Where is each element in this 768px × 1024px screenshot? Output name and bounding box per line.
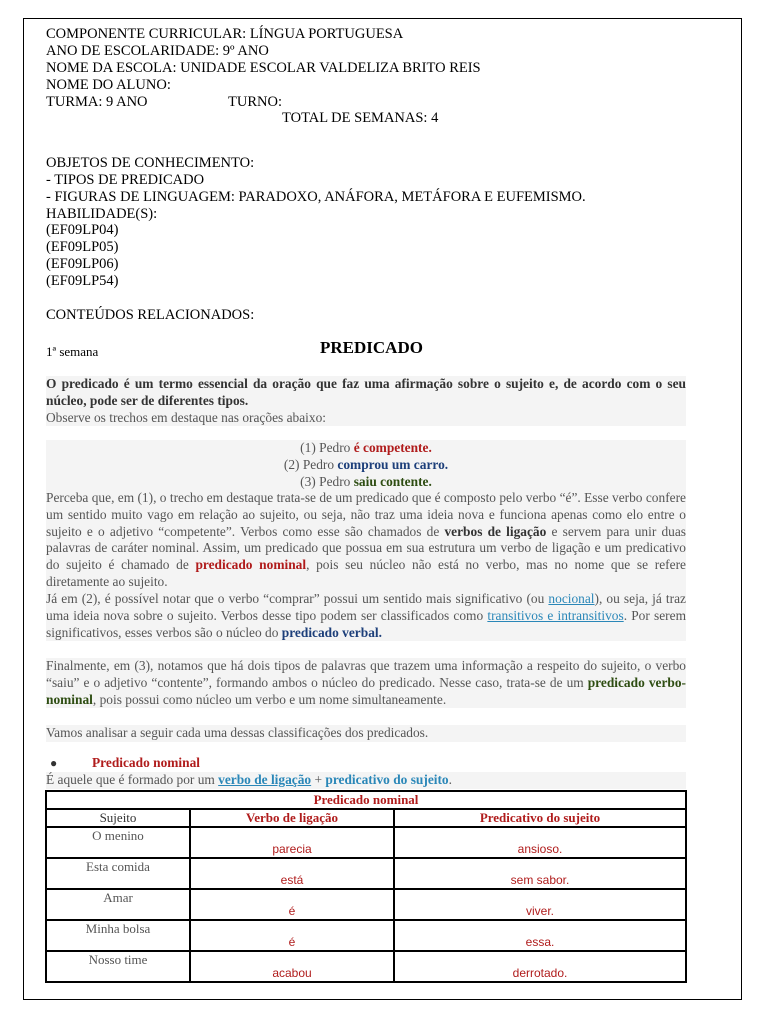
link-nocional[interactable]: nocional <box>548 591 595 606</box>
cell-sujeito: Amar <box>46 889 190 920</box>
link-verbo-ligacao[interactable]: verbo de ligação <box>218 772 312 787</box>
header-verbo-ligacao: Verbo de ligação <box>190 809 394 827</box>
conteudos-title: CONTEÚDOS RELACIONADOS: <box>46 307 255 323</box>
bullet-dot: ● <box>50 756 58 770</box>
total-semanas: TOTAL DE SEMANAS: 4 <box>282 110 439 126</box>
intro-text: O predicado é um termo essencial da oração que faz uma afirmação sobre o sujeito e, de acordo com o seu núcleo, pode ser de diferentes tipos. <box>46 376 686 408</box>
example-2: (2) Pedro comprou um carro. <box>283 456 449 472</box>
cell-sujeito: O menino <box>46 827 190 858</box>
page-title: PREDICADO <box>320 338 423 357</box>
nome-escola: NOME DA ESCOLA: UNIDADE ESCOLAR VALDELIZA BRITO REIS <box>46 60 481 76</box>
habilidade-code: (EF09LP54) <box>46 273 119 289</box>
paragraph-1: Perceba que, em (1), o trecho em destaque trata-se de um predicado que é composto pelo verbo “é”. Esse verbo confere um sentido muito vago em relação ao sujeito, ou seja, não traz uma ideia nova e funciona apenas como elo entre o sujeito e o adjetivo “competente”. Verbos como esse são chamados de verbos de ligação e servem para unir duas palavras de caráter nominal. Assim, um predicado que possua em sua estrutura um verbo de ligação e um predicativo do sujeito é chamado de predicado nominal, pois seu núcleo não está no verbo, mas no nome que se refere diretamente ao sujeito. <box>46 490 687 589</box>
definition-line: É aquele que é formado por um verbo de ligação + predicativo do sujeito. <box>46 772 686 789</box>
cell-predicativo: ansioso. <box>394 827 686 858</box>
example-3: (3) Pedro saiu contente. <box>300 473 432 489</box>
term-predicado-nominal: predicado nominal <box>195 557 307 573</box>
term-predicativo-sujeito: predicativo do sujeito <box>325 772 449 787</box>
paragraph-4: Vamos analisar a seguir cada uma dessas classificações dos predicados. <box>46 725 686 742</box>
header-predicativo: Predicativo do sujeito <box>394 809 686 827</box>
observe-text: Observe os trechos em destaque nas orações abaixo: <box>46 409 326 425</box>
turno: TURNO: <box>228 94 282 110</box>
cell-predicativo: viver. <box>394 889 686 920</box>
habilidade-code: (EF09LP04) <box>46 222 119 238</box>
term-predicado-verbo-nominal: predicado verbo-nominal <box>46 674 687 707</box>
objeto-item: - TIPOS DE PREDICADO <box>46 172 205 188</box>
header-sujeito: Sujeito <box>46 809 190 827</box>
table-title: Predicado nominal <box>46 791 686 809</box>
habilidade-code: (EF09LP06) <box>46 256 119 272</box>
objetos-title: OBJETOS DE CONHECIMENTO: <box>46 155 255 171</box>
ano-escolaridade: ANO DE ESCOLARIDADE: 9º ANO <box>46 43 269 59</box>
cell-verbo: parecia <box>190 827 394 858</box>
cell-verbo: acabou <box>190 951 394 982</box>
term-predicado-verbal: predicado verbal. <box>281 624 382 640</box>
example-1: (1) Pedro é competente. <box>300 440 432 455</box>
link-transitivos[interactable]: transitivos e intransitivos <box>487 607 624 623</box>
table-row <box>46 951 686 982</box>
table-row <box>46 889 686 920</box>
term-verbos-ligacao: verbos de ligação <box>444 523 547 539</box>
examples-block <box>46 440 686 490</box>
cell-verbo: é <box>190 889 394 920</box>
semana-label: 1ª semana <box>46 344 99 359</box>
cell-predicativo: essa. <box>394 920 686 951</box>
table-row <box>46 827 686 858</box>
example-1-highlight: é competente. <box>353 440 432 455</box>
predicado-nominal-table <box>45 790 687 983</box>
table-row <box>46 858 686 889</box>
cell-verbo: está <box>190 858 394 889</box>
example-2-highlight: comprou um carro. <box>337 456 449 472</box>
turma: TURMA: 9 ANO <box>46 94 148 110</box>
example-3-highlight: saiu contente. <box>353 473 432 489</box>
intro-paragraph <box>46 376 686 426</box>
cell-sujeito: Esta comida <box>46 858 190 889</box>
habilidades-title: HABILIDADE(S): <box>46 206 158 222</box>
componente-curricular: COMPONENTE CURRICULAR: LÍNGUA PORTUGUESA <box>46 26 404 42</box>
objeto-item: - FIGURAS DE LINGUAGEM: PARADOXO, ANÁFORA, METÁFORA E EUFEMISMO. <box>46 189 586 205</box>
table-row <box>46 920 686 951</box>
nome-aluno: NOME DO ALUNO: <box>46 77 171 93</box>
cell-sujeito: Nosso time <box>46 951 190 982</box>
cell-verbo: é <box>190 920 394 951</box>
cell-predicativo: derrotado. <box>394 951 686 982</box>
paragraph-2: Já em (2), é possível notar que o verbo “comprar” possui um sentido mais significativo (ou nocional), ou seja, já traz uma ideia nova sobre o sujeito. Verbos desse tipo podem ser classificados como transitivos e intransitivos. Por serem significativos, esses verbos são o núcleo do predicado verbal. <box>46 591 686 640</box>
cell-sujeito: Minha bolsa <box>46 920 190 951</box>
cell-predicativo: sem sabor. <box>394 858 686 889</box>
paragraph-3: Finalmente, em (3), notamos que há dois tipos de palavras que trazem uma informação a respeito do sujeito, o verbo “saiu” e o adjetivo “contente”, formando ambos o núcleo do predicado. Nesse caso, trata-se de um predicado verbo-nominal, pois possui como núcleo um verbo e um nome simultaneamente. <box>46 658 687 707</box>
habilidade-code: (EF09LP05) <box>46 239 119 255</box>
bullet-predicado-nominal: Predicado nominal <box>92 755 201 770</box>
